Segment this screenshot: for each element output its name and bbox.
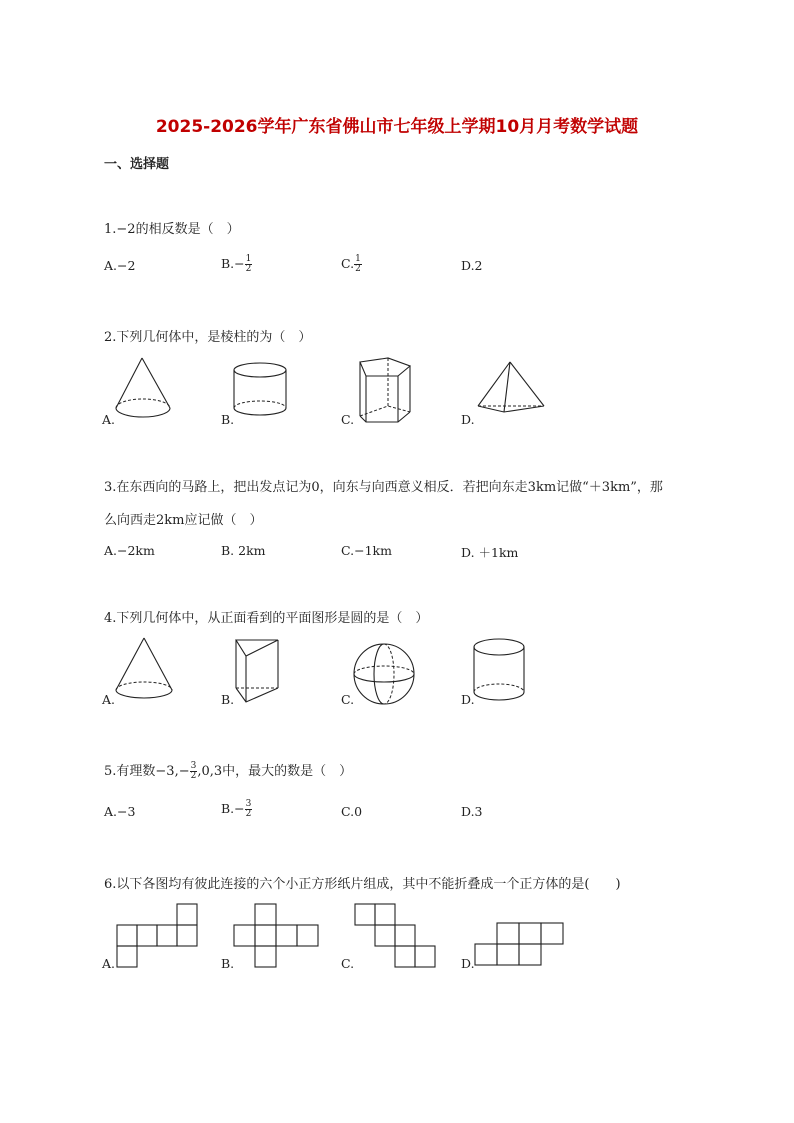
cube-net-b-icon [233,903,321,969]
pyramid-icon [474,360,550,416]
q1-option-d: D.2 [461,258,483,273]
q2-label-b: B. [221,412,235,427]
q5-option-b-prefix: B.− [221,801,245,816]
cone-icon [112,356,176,426]
fraction-numerator: 3 [190,761,197,771]
q5-option-b [221,800,252,819]
q5-option-d: D.3 [461,804,483,819]
q1-option-b [221,255,252,274]
fraction-denominator: 2 [190,771,197,781]
q5-option-a: A.−3 [104,804,136,819]
q4-label-a: A. [102,692,116,707]
q3-option-c: C.−1km [341,543,392,558]
pentagonal-prism-icon [352,356,414,426]
cylinder-icon [472,638,532,704]
q1-option-c-prefix: C. [341,256,355,271]
q2-label-a: A. [102,412,116,427]
q6-label-d: D. [461,956,475,971]
cube-net-d-icon [474,921,568,969]
q3-option-b: B. 2km [221,543,266,558]
fraction-denominator: 2 [355,264,361,274]
question-5-stem [104,760,352,781]
q1-option-b-fraction [245,255,253,274]
q2-label-c: C. [341,412,355,427]
cone-icon [112,636,178,706]
triangular-prism-icon [232,638,282,706]
question-2-stem: 2.下列几何体中，是棱柱的为（ ） [104,330,312,345]
cylinder-icon [232,362,292,422]
fraction-numerator: 1 [245,254,252,264]
question-1-stem: 1.−2的相反数是（ ） [104,222,240,237]
cube-net-c-icon [354,903,440,969]
q3-option-a: A.−2km [104,543,155,558]
q3-option-d: D. ＋1km [461,545,519,560]
q2-label-d: D. [461,412,475,427]
q6-label-c: C. [341,956,355,971]
q5-stem-prefix: 5.有理数−3,− [104,764,190,779]
q4-label-c: C. [341,692,355,707]
q1-option-c [341,255,362,274]
q5-option-b-fraction [245,800,253,819]
q4-label-d: D. [461,692,475,707]
page-title: 2025-2026学年广东省佛山市七年级上学期10月月考数学试题 [155,117,639,137]
q1-option-a: A.−2 [104,258,136,273]
fraction-denominator: 2 [245,264,252,274]
q1-option-c-fraction [354,255,362,274]
question-3-stem-line2: 么向西走2km应记做（ ） [104,513,263,528]
fraction-denominator: 2 [245,809,252,819]
fraction-numerator: 1 [355,254,361,264]
question-6-stem: 6.以下各图均有彼此连接的六个小正方形纸片组成，其中不能折叠成一个正方体的是( ) [104,877,621,892]
q1-option-b-prefix: B.− [221,256,245,271]
section-heading: 一、选择题 [104,157,170,172]
q6-label-b: B. [221,956,235,971]
question-4-stem: 4.下列几何体中，从正面看到的平面图形是圆的是（ ） [104,611,429,626]
q4-label-b: B. [221,692,235,707]
q5-option-c: C.0 [341,804,363,819]
question-3-stem-line1: 3.在东西向的马路上，把出发点记为0，向东与向西意义相反．若把向东走3km记做“＋3km”，那 [104,480,663,495]
cube-net-a-icon [114,903,200,969]
q6-label-a: A. [102,956,116,971]
sphere-icon [352,642,418,708]
fraction-numerator: 3 [245,799,252,809]
q5-stem-suffix: ,0,3中，最大的数是（ ） [197,764,353,779]
